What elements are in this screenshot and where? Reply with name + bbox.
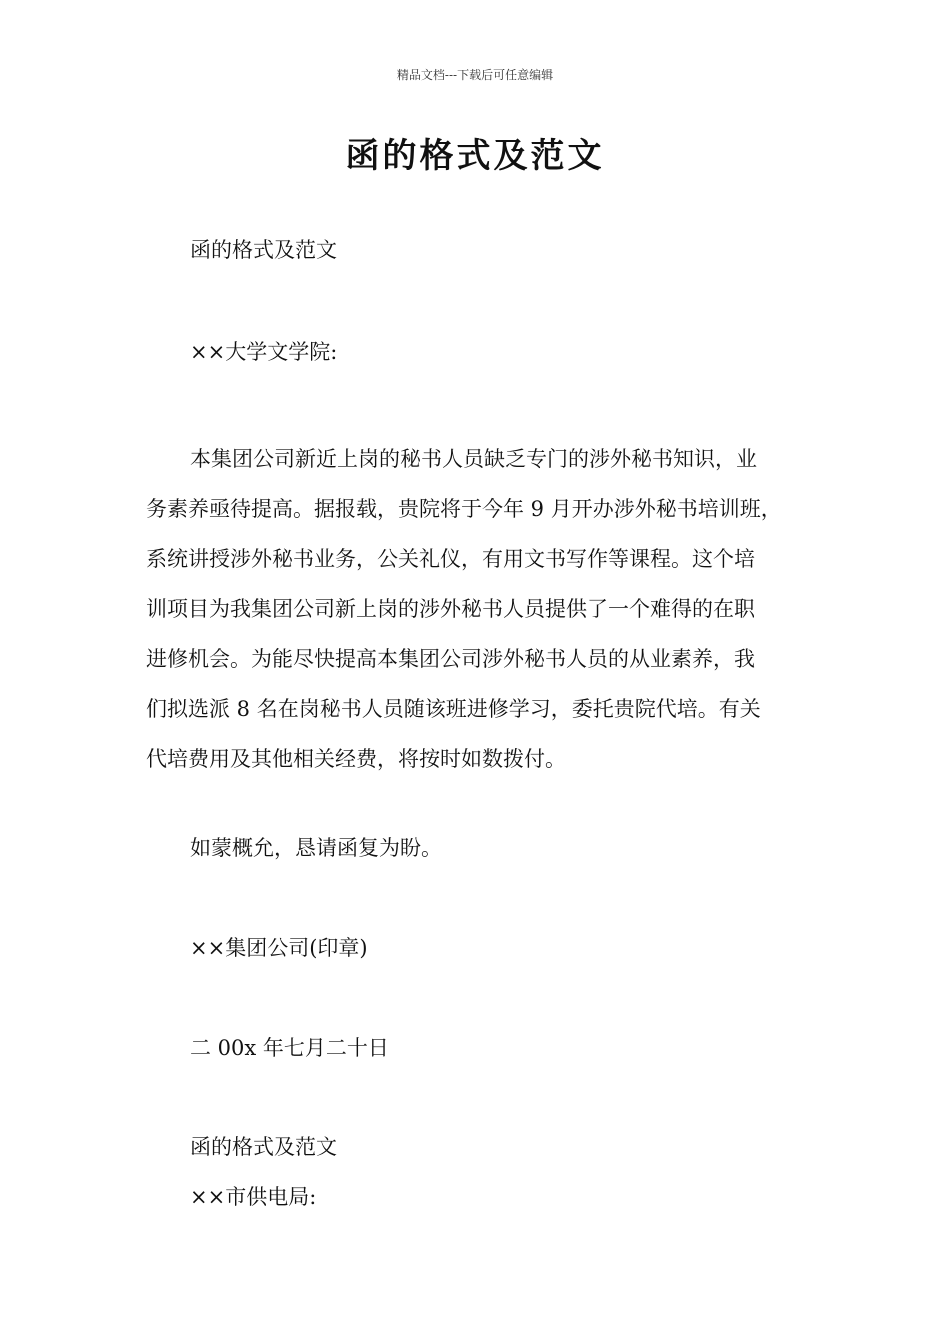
letter1-body-line: 代培费用及其他相关经费，将按时如数拨付。 bbox=[146, 747, 566, 771]
letter1-body-line: 务素养亟待提高。据报载，贵院将于今年 9 月开办涉外秘书培训班， bbox=[146, 497, 782, 521]
letter1-recipient: ××大学文学院: bbox=[190, 340, 338, 364]
page-header-note: 精品文档---下载后可任意编辑 bbox=[396, 68, 554, 82]
letter1-body-line: 本集团公司新近上岗的秘书人员缺乏专门的涉外秘书知识，业 bbox=[190, 447, 757, 471]
letter1-closing: 如蒙概允，恳请函复为盼。 bbox=[190, 836, 442, 860]
letter1-subtitle: 函的格式及范文 bbox=[190, 238, 337, 262]
letter1-body-line: 们拟选派 8 名在岗秘书人员随该班进修学习，委托贵院代培。有关 bbox=[146, 697, 761, 721]
letter2-recipient: ××市供电局: bbox=[190, 1185, 317, 1209]
letter1-body-line: 进修机会。为能尽快提高本集团公司涉外秘书人员的从业素养，我 bbox=[146, 647, 755, 671]
letter1-date: 二 00x 年七月二十日 bbox=[190, 1036, 389, 1060]
letter1-body bbox=[146, 434, 810, 784]
letter1-signature: ××集团公司(印章) bbox=[190, 936, 368, 960]
letter2-subtitle: 函的格式及范文 bbox=[190, 1135, 337, 1159]
letter1-body-line: 系统讲授涉外秘书业务，公关礼仪，有用文书写作等课程。这个培 bbox=[146, 547, 755, 571]
letter1-body-line: 训项目为我集团公司新上岗的涉外秘书人员提供了一个难得的在职 bbox=[146, 597, 755, 621]
document-title: 函的格式及范文 bbox=[345, 136, 605, 176]
